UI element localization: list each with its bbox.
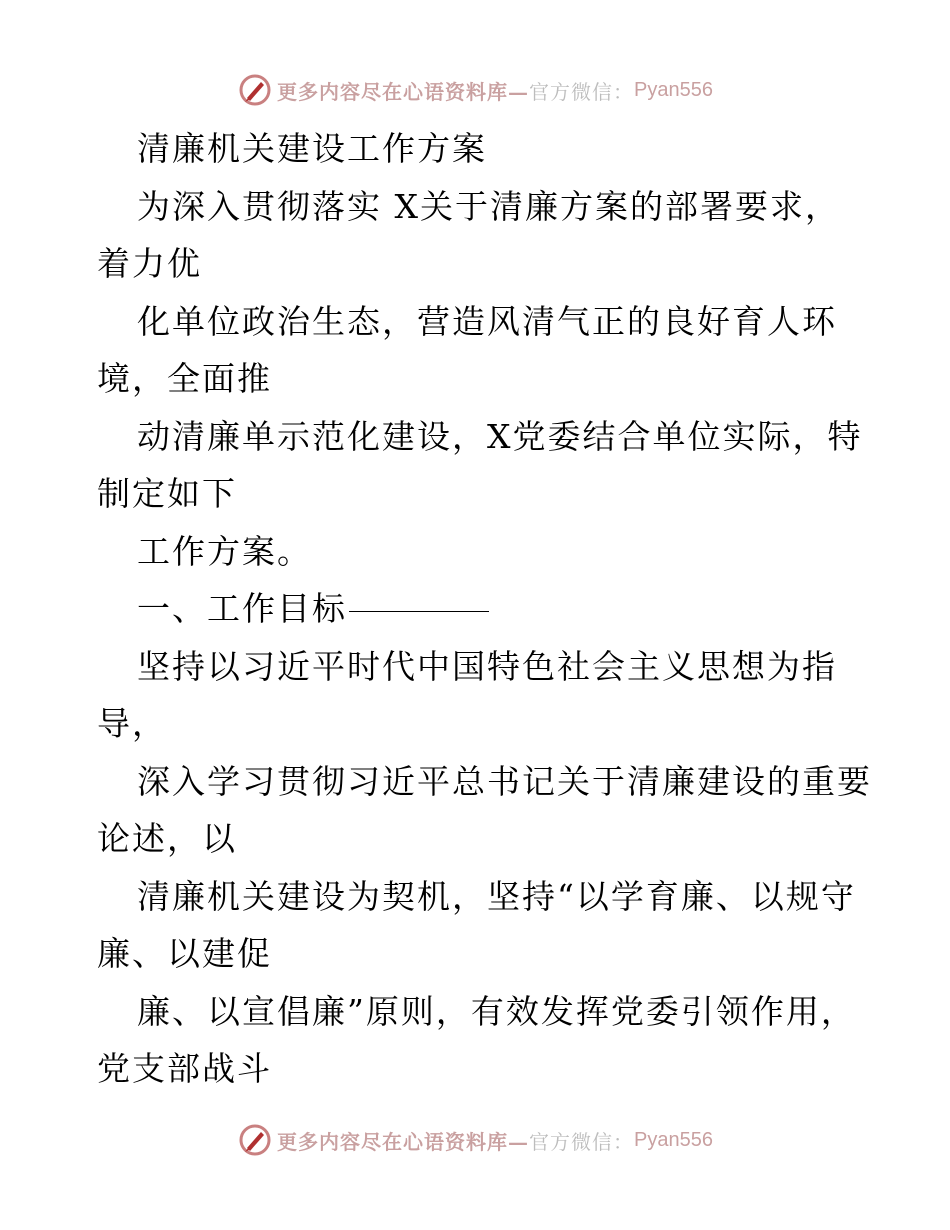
watermark-wechat-label: 官方微信：: [529, 79, 635, 104]
paragraph-line: 化单位政治生态，营造风清气正的良好育人环: [137, 301, 837, 341]
paragraph-line: 着力优: [97, 244, 202, 283]
header-watermark: [0, 70, 950, 110]
paragraph-line: 党支部战斗: [97, 1049, 272, 1088]
heading-rule: [349, 611, 489, 612]
paragraph-line: 廉、以宣倡廉”原则，有效发挥党委引领作用，: [137, 991, 856, 1031]
paragraph-line: 工作方案。: [137, 531, 312, 571]
paragraph-line: 境，全面推: [97, 359, 272, 398]
watermark-wechat-id: Pyan556: [634, 1128, 713, 1151]
watermark-wechat-id: Pyan556: [634, 78, 713, 101]
pen-nib-logo-icon: [237, 72, 273, 108]
paragraph-line: 制定如下: [97, 474, 237, 513]
section-heading-text: 一、工作目标: [137, 589, 347, 628]
paragraph-line: 动清廉单示范化建设，X党委结合单位实际，特: [137, 416, 863, 456]
paragraph-line: 为深入贯彻落实 X关于清廉方案的部署要求，: [137, 186, 840, 226]
watermark-text: 更多内容尽在心语资料库—: [277, 1129, 530, 1154]
paragraph-line: 论述，以: [97, 819, 237, 858]
watermark-wechat-label: 官方微信：: [529, 1129, 635, 1154]
paragraph-line: 深入学习贯彻习近平总书记关于清廉建设的重要: [137, 761, 872, 801]
footer-watermark: [0, 1120, 950, 1160]
paragraph-line: 廉、以建促: [97, 934, 272, 973]
pen-nib-logo-icon: [237, 1122, 273, 1158]
paragraph-line: 导，: [97, 704, 167, 743]
document-body: [97, 120, 877, 1098]
paragraph-line: 坚持以习近平时代中国特色社会主义思想为指: [137, 646, 837, 686]
paragraph-line: 清廉机关建设为契机，坚持“以学育廉、以规守: [137, 876, 856, 916]
watermark-text: 更多内容尽在心语资料库—: [277, 79, 530, 104]
section-heading: [97, 580, 877, 638]
document-title: 清廉机关建设工作方案: [137, 129, 487, 168]
